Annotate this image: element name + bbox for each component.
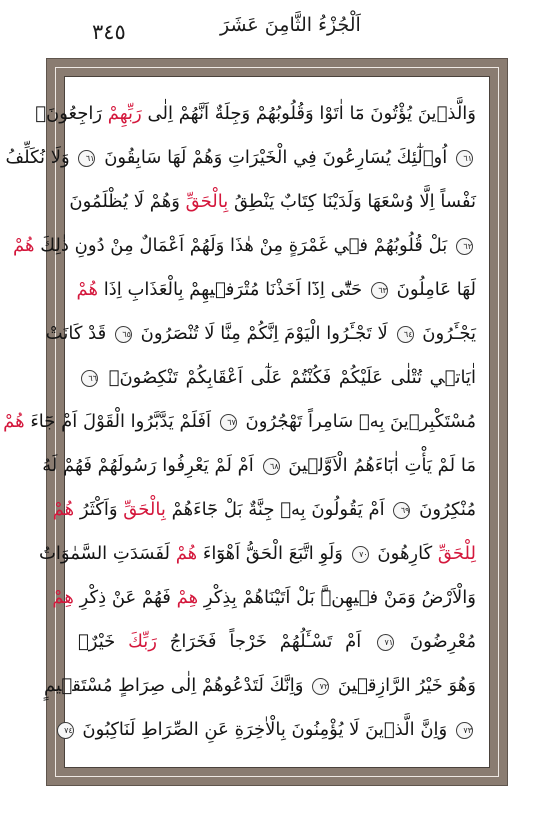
tajweed-highlighted-word: هُمْ	[175, 543, 198, 564]
ayah-number-marker: ٦٧	[220, 414, 237, 431]
tajweed-highlighted-word: بِالْحَقِّ	[185, 191, 229, 212]
ayah-number-marker: ٦٨	[263, 458, 280, 475]
verse-text: وَهُوَ خَيْرُ الرَّازِق۪ينَ	[337, 675, 476, 696]
verse-line	[78, 270, 476, 310]
verse-line	[78, 358, 476, 398]
verse-text: وَالَّذ۪ينَ يُؤْتُونَ مَٓا اٰتَوْا وَقُلُوبُهُمْ وَجِلَةٌ اَنَّهُمْ اِلٰى	[147, 103, 476, 124]
page-number: ٣٤٥	[92, 20, 126, 44]
verse-line	[69, 182, 476, 222]
verse-line	[38, 534, 476, 574]
verse-line	[78, 622, 476, 662]
page-header	[0, 0, 550, 58]
verse-text: اَفَلَمْ يَدَّبَّرُوا الْقَوْلَ اَمْ جَٓاءَ	[30, 411, 212, 432]
tajweed-highlighted-word: هُمْ	[3, 411, 25, 432]
verse-line	[64, 710, 476, 750]
verse-text: وَالْاَرْضُ وَمَنْ ف۪يهِنَّۜ بَلْ اَتَيْنَاهُمْ بِذِكْرِ	[203, 587, 476, 608]
verse-text: مُسْتَكْبِر۪ينَ بِه۪ سَامِراً تَهْجُرُونَ	[245, 411, 476, 432]
verse-text: لَا تَجْـَٔرُوا الْيَوْمَ اِنَّكُمْ مِنَّا لَا تُنْصَرُونَ	[140, 323, 388, 344]
ayah-number-marker: ٦٦	[81, 370, 98, 387]
verse-line	[52, 578, 476, 618]
tajweed-highlighted-word: لِلْحَقِّ	[437, 543, 476, 564]
ayah-number-marker: ٦١	[78, 150, 95, 167]
ayah-number-marker: ٧٣	[456, 722, 473, 739]
ayah-number-marker: ٦٢	[456, 238, 473, 255]
verse-line	[3, 402, 476, 442]
verse-line	[5, 138, 476, 178]
verse-line	[52, 490, 476, 530]
verse-text: قَدْ كَانَتْ	[45, 323, 107, 344]
verse-text: رَاجِعُونَۙ	[35, 103, 103, 124]
verse-line	[44, 666, 476, 706]
ayah-number-marker: ٧٢	[312, 678, 329, 695]
verse-text: مَا لَمْ يَأْتِ اٰبَٓاءَهُمُ الْاَوَّل۪ينَ	[288, 455, 476, 476]
verse-text: اَمْ لَمْ يَعْرِفُوا رَسُولَهُمْ فَهُمْ لَهُ	[42, 455, 254, 476]
tajweed-highlighted-word: رَبِّهِمْ	[107, 103, 142, 124]
verse-text: اَمْ يَقُولُونَ بِه۪ جِنَّةٌ بَلْ جَٓاءَهُمْ	[171, 499, 385, 520]
verse-text: لَهَا عَامِلُونَ	[396, 279, 476, 300]
ayah-number-marker: ٧٠	[352, 546, 369, 563]
verse-text: وَاِنَّ الَّذ۪ينَ لَا يُؤْمِنُونَ بِالْاٰخِرَةِ عَنِ الصِّرَاطِ لَنَاكِبُونَ	[82, 719, 448, 740]
ayah-number-marker: ٦٤	[397, 326, 414, 343]
verse-text: وَاِنَّكَ لَتَدْعُوهُمْ اِلٰى صِرَاطٍ مُسْتَق۪يمٍ	[44, 675, 304, 696]
verse-text: حَتّٰٓى اِذَٓا اَخَذْنَا مُتْرَف۪يهِمْ بِالْعَذَابِ اِذَا	[103, 279, 363, 300]
verse-line	[13, 226, 476, 266]
verse-line	[45, 314, 476, 354]
verse-text: نَفْساً اِلَّا وُسْعَهَا وَلَدَيْنَا كِتَابٌ يَنْطِقُ	[234, 191, 476, 212]
verse-text: مُعْرِضُونَ	[409, 631, 476, 652]
verse-text: فَهُمْ عَنْ ذِكْرِ	[79, 587, 171, 608]
ayah-number-marker: ٦٩	[393, 502, 410, 519]
verse-text: اٰيَات۪ي تُتْلٰى عَلَيْكُمْ فَكُنْتُمْ عَلٰٓى اَعْقَابِكُمْ تَنْكِصُونَۙ	[108, 367, 476, 388]
tajweed-highlighted-word: هُمْ	[52, 499, 75, 520]
verse-text: بَلْ قُلُوبُهُمْ ف۪ي غَمْرَةٍ مِنْ هٰذَا وَلَهُمْ اَعْمَالٌ مِنْ دُونِ ذٰلِكَ	[40, 235, 448, 256]
tajweed-highlighted-word: هُمْ	[76, 279, 98, 300]
verse-text: كَارِهُونَ	[377, 543, 433, 564]
verse-text: وَاَكْثَرُ	[79, 499, 118, 520]
verse-text: اُو۬لٰٓئِكَ يُسَارِعُونَ فِي الْخَيْرَاتِ وَهُمْ لَهَا سَابِقُونَ	[104, 147, 448, 168]
tajweed-highlighted-word: بِالْحَقِّ	[123, 499, 166, 520]
tajweed-highlighted-word: هِمْ	[176, 587, 199, 608]
verse-text: خَيْرٌۗ	[78, 631, 116, 652]
ayah-number-marker: ٦٣	[371, 282, 388, 299]
juz-title: اَلْجُزْءُ الثَّامِنَ عَشَرَ	[220, 14, 361, 36]
tajweed-highlighted-word: هُمْ	[13, 235, 35, 256]
tajweed-highlighted-word: رَبِّكَ	[128, 631, 157, 652]
verse-text: وَلَوِ اتَّبَعَ الْحَقُّ اَهْوَٓاءَ	[202, 543, 343, 564]
verse-text: وَهُمْ لَا يُظْلَمُونَ	[69, 191, 180, 212]
verse-line	[35, 94, 476, 134]
ayah-number-marker: ٧١	[377, 634, 394, 651]
verse-line	[42, 446, 476, 486]
verse-text: مُنْكِرُونَ	[419, 499, 476, 520]
verse-text: لَفَسَدَتِ السَّمٰوَاتُ	[38, 543, 170, 564]
verse-text: يَجْـَٔرُونَ	[422, 323, 476, 344]
ayah-number-marker: ٦١	[456, 150, 473, 167]
verse-text: وَلَا نُكَلِّفُ	[5, 147, 70, 168]
tajweed-highlighted-word: هِمْ	[52, 587, 74, 608]
ayah-number-marker: ٦٥	[115, 326, 132, 343]
verse-text: اَمْ تَسْـَٔلُهُمْ خَرْجاً فَخَرَاجُ	[169, 631, 362, 652]
ayah-number-marker: ٧٤	[57, 722, 74, 739]
